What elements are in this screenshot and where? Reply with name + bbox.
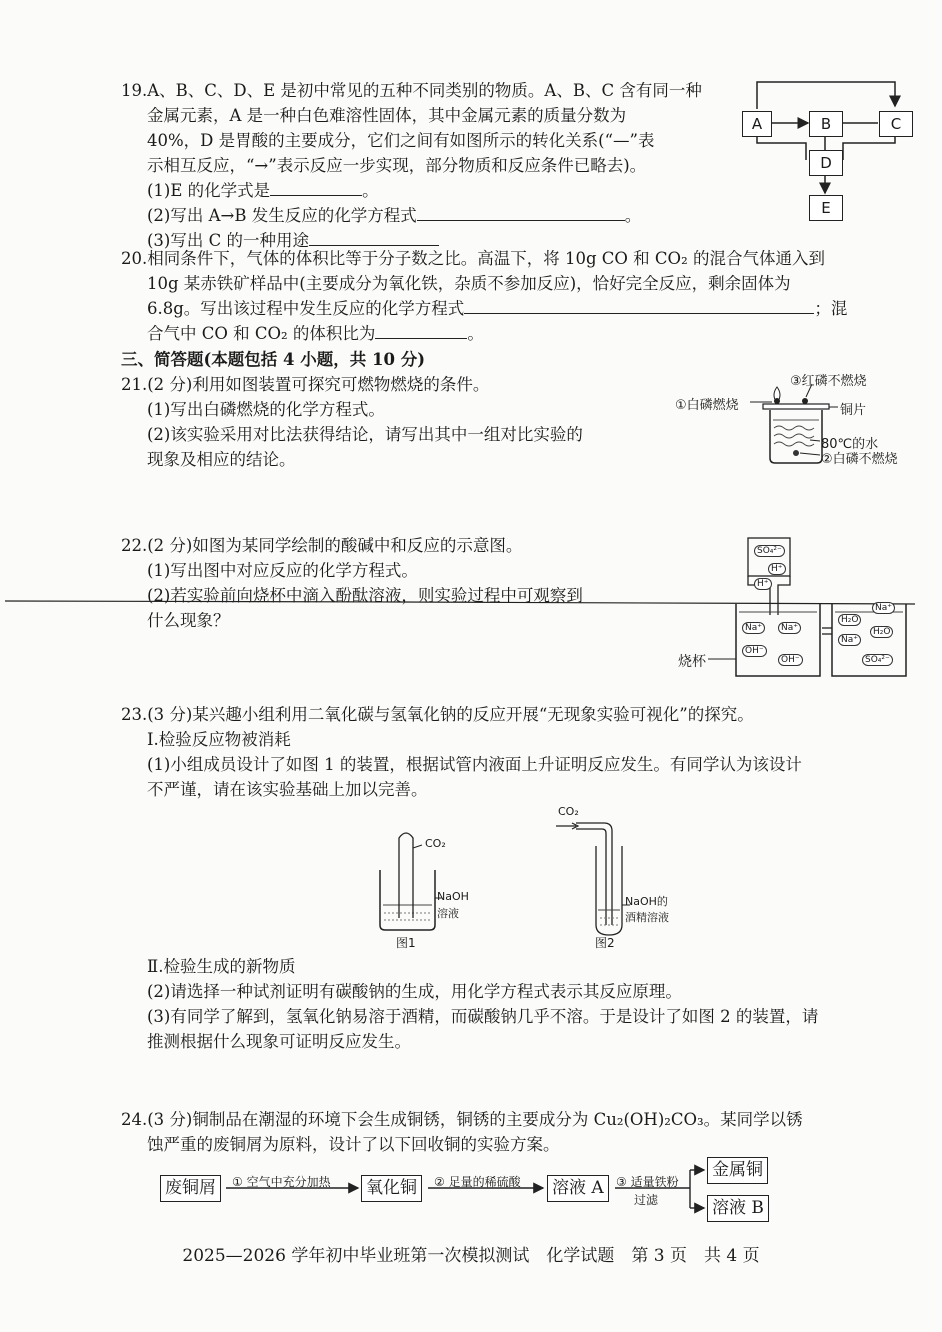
q19-line: 示相互反应，“→”表示反应一步实现，部分物质和反应条件已略去)。 bbox=[147, 156, 647, 175]
ion-label: Na⁺ bbox=[742, 622, 765, 634]
q23-line: (1)小组成员设计了如图 1 的装置，根据试管内液面上升证明反应发生。有同学认为该设计 bbox=[147, 755, 802, 774]
fig2-caption: 图2 bbox=[595, 936, 615, 950]
q21-label-white-burn: ①白磷燃烧 bbox=[675, 398, 739, 413]
fig1-gas-label: CO₂ bbox=[425, 837, 446, 850]
node-b: B bbox=[809, 111, 843, 137]
flow-box-metal-copper: 金属铜 bbox=[707, 1157, 768, 1184]
q23-line: 不严谨，请在该实验基础上加以完善。 bbox=[147, 780, 428, 799]
q24-line: 蚀严重的废铜屑为原料，设计了以下回收铜的实验方案。 bbox=[147, 1135, 560, 1154]
q22-line: 22.(2 分)如图为某同学绘制的酸碱中和反应的示意图。 bbox=[121, 536, 523, 555]
q19-sub2: (2)写出 A→B 发生反应的化学方程式 。 bbox=[147, 206, 642, 225]
section-heading: 三、简答题(本题包括 4 小题，共 10 分) bbox=[121, 350, 426, 369]
q22-beaker-label: 烧杯 bbox=[678, 654, 706, 670]
fig2-solution-label: 酒精溶液 bbox=[625, 911, 669, 924]
q20-line: 20.相同条件下，气体的体积比等于分子数之比。高温下，将 10g CO 和 CO₂ 的混合气体通入到 bbox=[121, 249, 825, 268]
q21-line: (2)该实验采用对比法获得结论，请写出其中一组对比实验的 bbox=[147, 425, 583, 444]
q24-line: 24.(3 分)铜制品在潮湿的环境下会生成铜锈，铜锈的主要成分为 Cu₂(OH)₂CO₃。某同学以锈 bbox=[121, 1110, 803, 1129]
flow-step-1: ① 空气中充分加热 bbox=[232, 1175, 331, 1189]
q22-line: (1)写出图中对应反应的化学方程式。 bbox=[147, 561, 418, 580]
q20-line4: 合气中 CO 和 CO₂ 的体积比为 。 bbox=[147, 324, 484, 343]
ion-label: H₂O bbox=[870, 626, 893, 638]
flow-step-2: ② 足量的稀硫酸 bbox=[434, 1175, 521, 1189]
ion-label: Na⁺ bbox=[778, 622, 801, 634]
fig1-solution-label: NaOH bbox=[437, 890, 469, 903]
fig2-solution-label: NaOH的 bbox=[625, 895, 668, 908]
flow-box-copper-oxide: 氧化铜 bbox=[361, 1175, 422, 1202]
q21-label-water: 80℃的水 bbox=[821, 437, 879, 452]
ion-label: H⁺ bbox=[754, 578, 772, 590]
flow-step-3: ③ 适量铁粉 bbox=[616, 1175, 679, 1189]
q19-line: 19.A、B、C、D、E 是初中常见的五种不同类别的物质。A、B、C 含有同一种 bbox=[121, 81, 702, 100]
q23-line: 推测根据什么现象可证明反应发生。 bbox=[147, 1032, 411, 1051]
q22-line: (2)若实验前向烧杯中滴入酚酞溶液，则实验过程中可观察到 bbox=[147, 586, 583, 605]
ion-label: H⁺ bbox=[768, 563, 786, 575]
q21-label-white-no: ②白磷不燃烧 bbox=[821, 452, 898, 467]
q21-label-copper: 铜片 bbox=[840, 403, 867, 418]
q22-line: 什么现象？ bbox=[147, 611, 230, 630]
ion-label: Na⁺ bbox=[872, 602, 895, 614]
q19-sub3: (3)写出 C 的一种用途 bbox=[121, 228, 702, 253]
node-d: D bbox=[809, 150, 843, 176]
q23-line: (2)请选择一种试剂证明有碳酸钠的生成，用化学方程式表示其反应原理。 bbox=[147, 982, 682, 1001]
q23-part2: Ⅱ.检验生成的新物质 bbox=[147, 957, 296, 976]
page-footer: 2025—2026 学年初中毕业班第一次模拟测试 化学试题 第 3 页 共 4 页 bbox=[182, 1246, 760, 1266]
q19-line: 40%，D 是胃酸的主要成分，它们之间有如图所示的转化关系(“—”表 bbox=[147, 131, 655, 150]
flow-step-3-filter: 过滤 bbox=[634, 1193, 659, 1207]
q21-label-red: ③红磷不燃烧 bbox=[790, 374, 867, 389]
fig2-gas-label: CO₂ bbox=[558, 805, 579, 818]
flow-box-solution-a: 溶液 A bbox=[547, 1175, 609, 1202]
q21-line: 现象及相应的结论。 bbox=[147, 450, 296, 469]
ion-label: SO₄²⁻ bbox=[862, 654, 893, 666]
ion-label: OH⁻ bbox=[742, 645, 767, 657]
q20-line: 10g 某赤铁矿样品中(主要成分为氧化铁，杂质不参加反应)，恰好完全反应，剩余固体为 bbox=[147, 274, 791, 293]
q23-part1: Ⅰ.检验反应物被消耗 bbox=[147, 730, 291, 749]
q20-line3: 6.8g。写出该过程中发生反应的化学方程式 ；混 bbox=[147, 299, 848, 318]
q21-line: 21.(2 分)利用如图装置可探究可燃物燃烧的条件。 bbox=[121, 375, 490, 394]
ion-label: SO₄²⁻ bbox=[754, 545, 785, 557]
q23-line: (3)有同学了解到，氢氧化钠易溶于酒精，而碳酸钠几乎不溶。于是设计了如图 2 的装置，请 bbox=[147, 1007, 819, 1026]
flow-box-waste-copper: 废铜屑 bbox=[160, 1175, 221, 1202]
fig1-caption: 图1 bbox=[396, 936, 416, 950]
ion-label: Na⁺ bbox=[838, 634, 861, 646]
ion-label: OH⁻ bbox=[778, 654, 803, 666]
node-c: C bbox=[879, 111, 913, 137]
fig1-solution-label: 溶液 bbox=[437, 907, 459, 920]
q19-line: 金属元素，A 是一种白色难溶性固体，其中金属元素的质量分数为 bbox=[147, 106, 627, 125]
flow-box-solution-b: 溶液 B bbox=[707, 1195, 769, 1222]
ion-label: H₂O bbox=[838, 614, 861, 626]
node-a: A bbox=[742, 111, 772, 137]
q19-sub1: (1)E 的化学式是 。 bbox=[147, 181, 379, 200]
q21-line: (1)写出白磷燃烧的化学方程式。 bbox=[147, 400, 385, 419]
q23-line: 23.(3 分)某兴趣小组利用二氧化碳与氢氧化钠的反应开展“无现象实验可视化”的探究。 bbox=[121, 705, 754, 724]
node-e: E bbox=[809, 195, 843, 221]
